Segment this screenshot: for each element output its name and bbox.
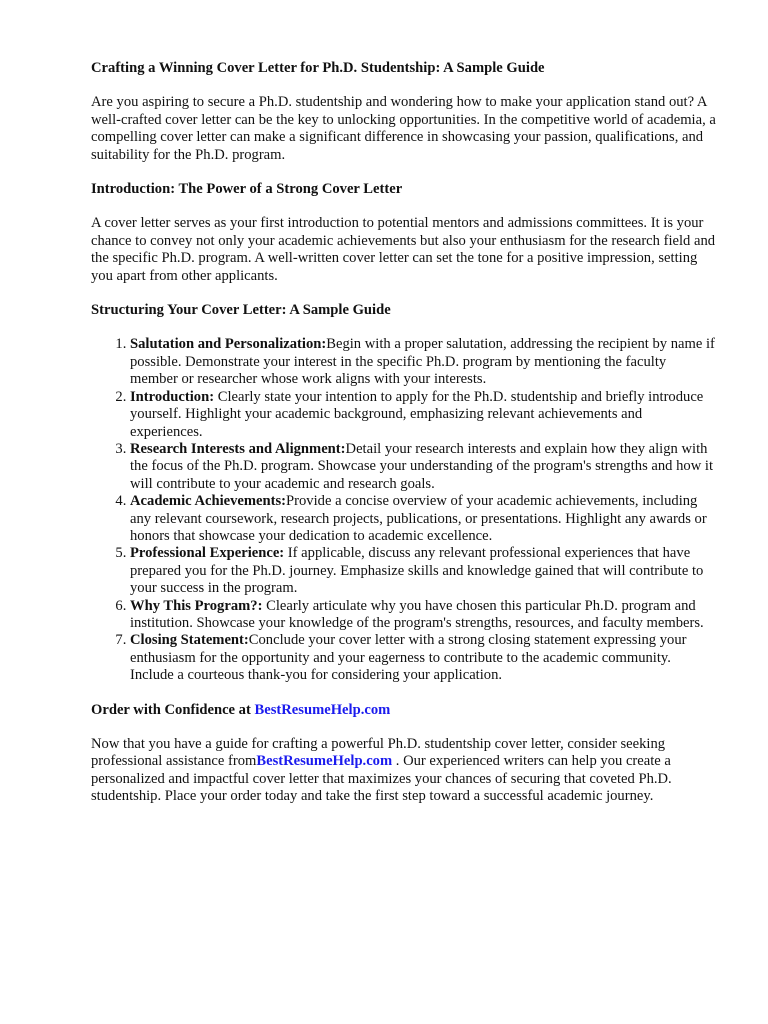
list-item — [130, 336, 717, 388]
intro-paragraph: Are you aspiring to secure a Ph.D. studentship and wondering how to make your application stand out? A well-crafted cover letter can be the key to unlocking opportunities. In the competitive world of academia, a compelling cover letter can make a significant difference in showcasing your passion, qualifications, and suitability for the Ph.D. program. — [91, 94, 716, 163]
introduction-paragraph: A cover letter serves as your first introduction to potential mentors and admissions committees. It is your chance to convey not only your academic achievements but also your enthusiasm for the research field and the specific Ph.D. program. A well-written cover letter can set the tone for a positive impression, setting you apart from other applicants. — [91, 215, 716, 284]
order-heading-link[interactable]: BestResumeHelp.com — [254, 701, 391, 718]
list-item-text: If applicable, discuss any relevant professional experiences that have prepared you for the Ph.D. journey. Emphasize skills and knowledge gained that will contribute to your success in the program. — [130, 545, 704, 597]
list-item-label: Salutation and Personalization: — [130, 336, 327, 353]
list-item-label: Research Interests and Alignment: — [130, 440, 346, 457]
list-item-label: Professional Experience: — [130, 545, 285, 562]
order-paragraph-link[interactable]: BestResumeHelp.com — [256, 753, 393, 770]
list-item — [130, 545, 717, 597]
page-title: Crafting a Winning Cover Letter for Ph.D. Studentship: A Sample Guide — [91, 60, 545, 76]
list-item-text: Clearly articulate why you have chosen this particular Ph.D. program and institution. Showcase your knowledge of the program's strengths, resources, and faculty members. — [130, 597, 704, 631]
list-item-text: Clearly state your intention to apply for the Ph.D. studentship and briefly introduce yourself. Highlight your academic background, emphasizing relevant achievements and experiences. — [130, 388, 704, 440]
order-paragraph-after: . Our experienced writers can help you create a personalized and impactful cover letter that maximizes your chances of securing that coveted Ph.D. studentship. Place your order today and take the first step toward a successful academic journey. — [91, 753, 672, 805]
list-item — [130, 632, 717, 684]
section-heading-structure: Structuring Your Cover Letter: A Sample Guide — [91, 302, 391, 319]
list-item — [130, 493, 717, 545]
order-heading-text: Order with Confidence at — [91, 701, 255, 718]
order-paragraph-before: Now that you have a guide for crafting a powerful Ph.D. studentship cover letter, consider seeking professional assistance from — [91, 736, 666, 770]
structure-list — [91, 336, 717, 684]
list-item — [130, 389, 717, 441]
list-item — [130, 441, 717, 493]
order-paragraph — [91, 736, 717, 806]
list-item — [130, 598, 717, 633]
section-heading-order — [91, 702, 717, 719]
list-item-text: Detail your research interests and explain how they align with the focus of the Ph.D. program. Showcase your understanding of the program's strengths and how it will contribute to your academic and research goals. — [130, 440, 714, 492]
document-page — [91, 60, 717, 806]
list-item-label: Closing Statement: — [130, 632, 249, 649]
section-heading-introduction: Introduction: The Power of a Strong Cover Letter — [91, 181, 403, 198]
list-item-text: Begin with a proper salutation, addressing the recipient by name if possible. Demonstrate your interest in the specific Ph.D. program by mentioning the faculty member or researcher whose work aligns with your interests. — [130, 336, 715, 388]
list-item-label: Academic Achievements: — [130, 493, 287, 510]
list-item-label: Why This Program?: — [130, 597, 263, 614]
list-item-text: Provide a concise overview of your academic achievements, including any relevant coursework, research projects, publications, or presentations. Highlight any awards or honors that showcase your dedication to academic excellence. — [130, 493, 707, 544]
list-item-text: Conclude your cover letter with a strong closing statement expressing your enthusiasm for the opportunity and your eagerness to contribute to the academic community. Include a courteous thank-you for considering your application. — [130, 632, 687, 684]
list-item-label: Introduction: — [130, 388, 215, 405]
